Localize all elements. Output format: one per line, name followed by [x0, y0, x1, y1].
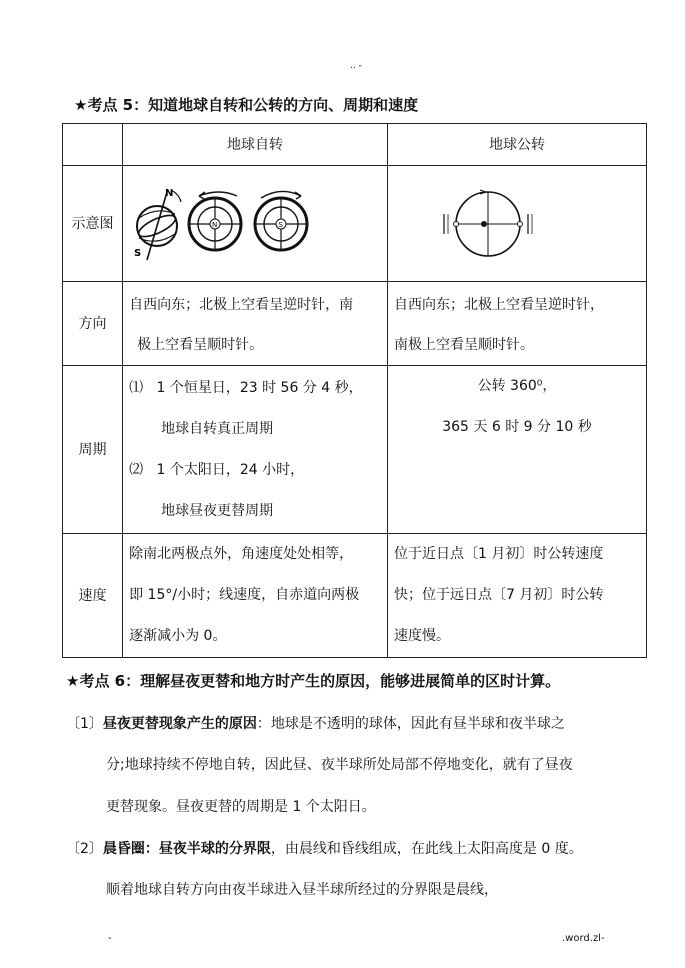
direction-rotation-line2: 极上空看呈顺时针。: [137, 336, 264, 353]
section5-title: ★考点 5：知道地球自转和公转的方向、周期和速度: [74, 96, 419, 114]
globe-n-label: N: [165, 187, 174, 199]
orbit: [444, 190, 532, 256]
period-rotation-cell: [123, 366, 388, 534]
p2-rest: ，由晨线和昏线组成，在此线上太阳高度是 0 度。: [270, 841, 583, 857]
p1-rest: ：地球是不透明的球体，因此有昼半球和夜半球之: [256, 716, 565, 732]
period-r2-num: ⑵: [129, 461, 144, 478]
direction-revolution-line1: 自西向东；北极上空看呈逆时针，: [394, 296, 604, 313]
revolution-diagram: [400, 184, 640, 264]
paragraph2-line2: 顺着地球自转方向由夜半球进入昼半球所经过的分界限是晨线，: [106, 882, 498, 898]
revolution-diagram-cell: [388, 166, 647, 282]
globe-s-label: S: [134, 247, 142, 259]
period-rev-line1: 公转 360⁰，: [477, 378, 557, 394]
tilted-globe: [134, 188, 181, 260]
period-label: 周期: [63, 366, 123, 534]
speed-revolution-cell: [388, 534, 647, 658]
north-center-label: N: [212, 220, 218, 229]
direction-rotation-line1: 自西向东；北极上空看呈逆时针，南: [129, 296, 354, 313]
speed-label: 速度: [63, 534, 123, 658]
speed-rev-line1: 位于近日点〔1 月初〕时公转速度: [394, 546, 604, 562]
aphelion-marker: [518, 221, 523, 226]
direction-revolution-cell: [388, 282, 647, 366]
direction-revolution-line2: 南极上空看呈顺时针。: [394, 336, 534, 353]
paragraph1-line1: [66, 713, 565, 733]
period-revolution-cell: [388, 366, 647, 534]
paragraph1-line3: 更替现象。昼夜更替的周期是 1 个太阳日。: [106, 799, 376, 815]
diagram-label: 示意图: [63, 166, 123, 282]
speed-rot-line2: 即 15°/小时；线速度，自赤道向两极: [129, 587, 360, 603]
header-mark: .. -: [350, 61, 362, 71]
period-r1-b: 地球自转真正周期: [161, 420, 274, 437]
rotation-diagram-cell: [123, 166, 388, 282]
period-r1-a: 1 个恒星日，23 时 56 分 4 秒，: [156, 379, 363, 396]
section6-title: ★考点 6：理解昼夜更替和地方时产生的原因，能够进展简单的区时计算。: [66, 672, 561, 690]
footer-right: .word.zl-: [562, 933, 605, 944]
perihelion-marker: [454, 221, 459, 226]
north-pole-view: [189, 192, 241, 250]
speed-rotation-cell: [123, 534, 388, 658]
p1-bold-term: 昼夜更替现象产生的原因: [102, 716, 257, 732]
direction-label: 方向: [63, 282, 123, 366]
speed-rev-line2: 快；位于远日点〔7 月初〕时公转: [394, 587, 604, 603]
direction-rotation-cell: [123, 282, 388, 366]
south-pole-view: [255, 191, 307, 250]
paragraph1-line2: 分;地球持续不停地自转，因此昼、夜半球所处局部不停地变化，就有了昼夜: [106, 757, 573, 773]
speed-rot-line1: 除南北两极点外，角速度处处相等，: [129, 546, 354, 562]
period-r2-a: 1 个太阳日，24 小时，: [156, 461, 305, 478]
rotation-diagram: [129, 184, 319, 264]
period-r2-b: 地球昼夜更替周期: [161, 502, 274, 519]
header-rotation: 地球自转: [123, 124, 388, 166]
sun-marker: [481, 221, 487, 227]
period-r1-num: ⑴: [129, 379, 144, 396]
paragraph2-line1: [66, 838, 583, 858]
table-corner: [63, 124, 123, 166]
p2-bold-term: 晨昏圈：昼夜半球的分界限: [102, 841, 271, 857]
p1-prefix: 〔1〕: [66, 716, 103, 732]
south-center-label: S: [278, 220, 284, 229]
header-revolution: 地球公转: [388, 124, 647, 166]
speed-rev-line3: 速度慢。: [394, 628, 450, 644]
period-rev-line2: 365 天 6 时 9 分 10 秒: [442, 419, 592, 435]
p2-prefix: 〔2〕: [66, 841, 103, 857]
speed-rot-line3: 逐渐减小为 0。: [129, 628, 227, 644]
rotation-revolution-table: [62, 123, 647, 658]
footer-left: -: [108, 933, 112, 944]
